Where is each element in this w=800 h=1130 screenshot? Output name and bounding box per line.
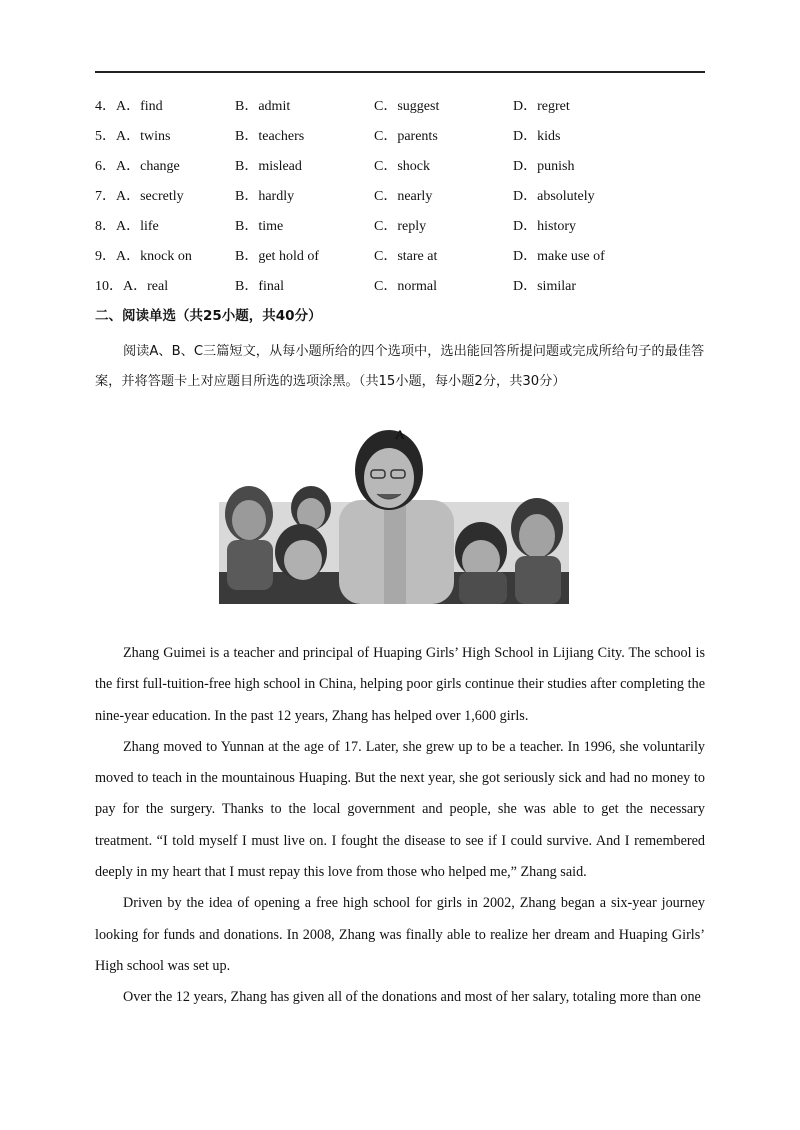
question-row: [95, 94, 705, 124]
option-d: D．absolutely: [513, 189, 595, 204]
option-d: D．similar: [513, 279, 576, 294]
question-number: 5．: [95, 129, 116, 144]
option-a: 7．A．secretly: [95, 189, 184, 204]
option-a: 5．A．twins: [95, 129, 171, 144]
teacher-with-students-photo: [219, 422, 569, 604]
option-c: C．suggest: [374, 99, 440, 114]
option-d: D．kids: [513, 129, 561, 144]
paragraph: Zhang Guimei is a teacher and principal of Huaping Girls’ High School in Lijiang City. The school is the first full-tuition-free high school in China, helping poor girls continue their studies after completing the nine-year education. In the past 12 years, Zhang has helped over 1,600 girls.: [95, 645, 705, 724]
option-c: C．parents: [374, 129, 438, 144]
option-d: D．punish: [513, 159, 575, 174]
question-row: [95, 184, 705, 214]
option-a: 8．A．life: [95, 219, 159, 234]
option-c: C．normal: [374, 279, 437, 294]
section-heading: 二、阅读单选（共25小题，共40分）: [95, 308, 322, 324]
question-number: 8．: [95, 219, 116, 234]
paragraph: Over the 12 years, Zhang has given all of the donations and most of her salary, totaling more than one: [123, 989, 701, 1006]
option-d: D．make use of: [513, 249, 605, 264]
question-row: [95, 124, 705, 154]
top-rule: [95, 71, 705, 73]
question-row: [95, 274, 705, 304]
option-b: B．time: [235, 219, 284, 234]
option-a: 6．A．change: [95, 159, 180, 174]
option-b: B．final: [235, 279, 284, 294]
option-b: B．hardly: [235, 189, 295, 204]
option-c: C．stare at: [374, 249, 438, 264]
passage-body: [95, 638, 705, 1014]
instructions-text: 阅读A、B、C三篇短文，从每小题所给的四个选项中，选出能回答所提问题或完成所给句子的最佳答案，并将答题卡上对应题目所选的选项涂黑。（共15小题，每小题2分，共30分）: [95, 344, 705, 389]
question-number: 9．: [95, 249, 116, 264]
question-number: 4．: [95, 99, 116, 114]
option-a: 4．A．find: [95, 99, 163, 114]
answer-options: [95, 94, 705, 304]
question-number: 7．: [95, 189, 116, 204]
option-c: C．shock: [374, 159, 430, 174]
option-c: C．nearly: [374, 189, 433, 204]
question-row: [95, 244, 705, 274]
question-number: 6．: [95, 159, 116, 174]
option-a: 9．A．knock on: [95, 249, 192, 264]
paragraph: Zhang moved to Yunnan at the age of 17. Later, she grew up to be a teacher. In 1996, she voluntarily moved to teach in the mountainous Huaping. But the next year, she got seriously sick and had no money to pay for the surgery. Thanks to the local government and people, she was able to get the necessary treatment. “I told myself I must live on. I fought the disease to see if I could survive. And I remembered deeply in my heart that I must repay this love from those who helped me,” Zhang said.: [95, 738, 705, 881]
option-d: D．regret: [513, 99, 570, 114]
option-a: 10．A．real: [95, 279, 169, 294]
passage-label: A: [395, 427, 405, 442]
paragraph: Driven by the idea of opening a free high school for girls in 2002, Zhang began a six-year journey looking for funds and donations. In 2008, Zhang was finally able to realize her dream and Huaping Girls’ High school was set up.: [95, 895, 705, 974]
question-row: [95, 154, 705, 184]
question-row: [95, 214, 705, 244]
section-instructions: [95, 337, 705, 397]
option-b: B．teachers: [235, 129, 305, 144]
option-b: B．get hold of: [235, 249, 319, 264]
option-c: C．reply: [374, 219, 427, 234]
option-b: B．mislead: [235, 159, 302, 174]
question-number: 10．: [95, 279, 123, 294]
option-d: D．history: [513, 219, 576, 234]
option-b: B．admit: [235, 99, 291, 114]
